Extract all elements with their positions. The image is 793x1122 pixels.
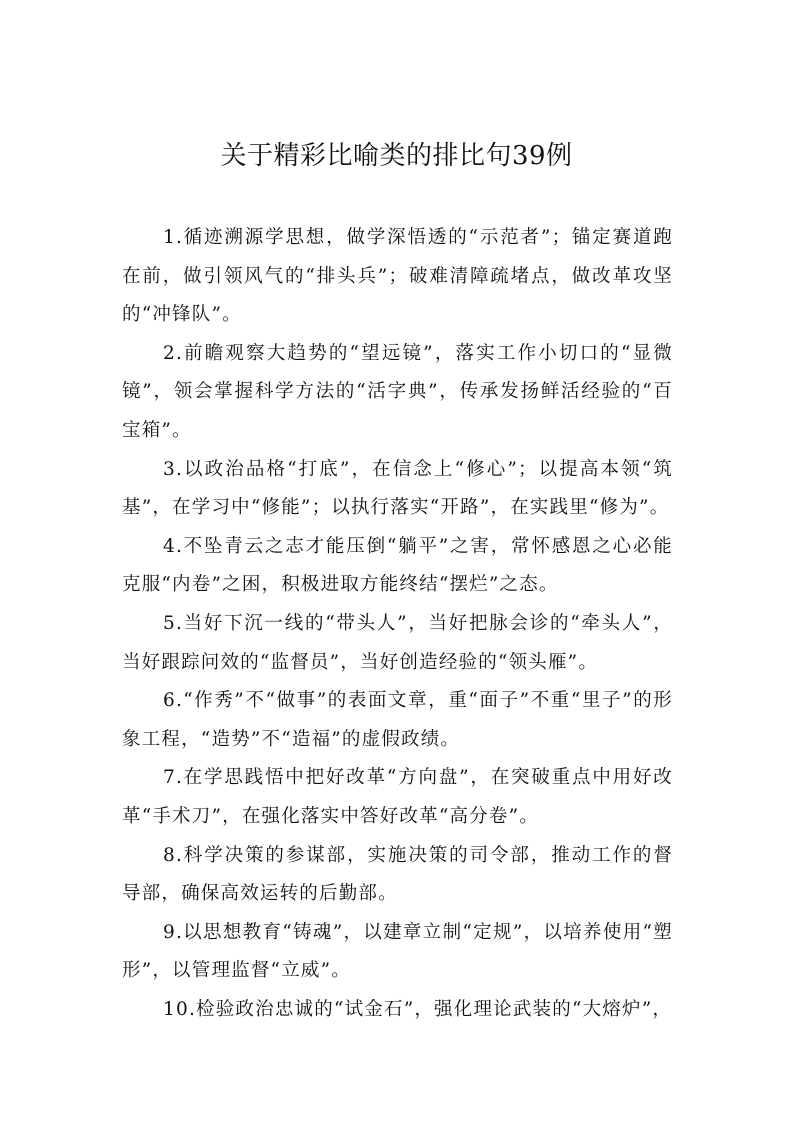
item-number: 2.	[163, 342, 184, 364]
item-number: 4.	[163, 535, 184, 557]
document-body	[122, 219, 673, 1029]
list-item	[122, 759, 673, 836]
item-text: 以政治品格“打底”，在信念上“修心”；以提高本领“筑基”，在学习中“修能”；以执行落实“开路”，在实践里“修为”。	[122, 458, 673, 519]
item-number: 9.	[163, 921, 184, 943]
item-text: 不坠青云之志才能压倒“躺平”之害，常怀感恩之心必能克服“内卷”之困，积极进取方能终结“摆烂”之态。	[122, 535, 673, 596]
list-item	[122, 528, 673, 605]
item-number: 7.	[163, 767, 184, 789]
page-title: 关于精彩比喻类的排比句39例	[220, 141, 573, 171]
list-item	[122, 914, 673, 991]
item-number: 5.	[163, 612, 184, 634]
list-item	[122, 991, 673, 1030]
item-text: 以思想教育“铸魂”，以建章立制“定规”，以培养使用“塑形”，以管理监督“立威”。	[122, 921, 673, 982]
item-number: 8.	[163, 844, 184, 866]
item-text: “作秀”不“做事”的表面文章，重“面子”不重“里子”的形象工程，“造势”不“造福”的虚假政绩。	[122, 690, 673, 750]
item-number: 6.	[163, 690, 184, 712]
list-item	[122, 837, 673, 914]
item-number: 3.	[163, 458, 184, 480]
item-text: 前瞻观察大趋势的“望远镜”，落实工作小切口的“显微镜”，领会掌握科学方法的“活字典”，传承发扬鲜活经验的“百宝箱”。	[122, 342, 673, 441]
item-text: 科学决策的参谋部，实施决策的司令部，推动工作的督导部，确保高效运转的后勤部。	[122, 844, 673, 905]
item-text: 在学思践悟中把好改革“方向盘”，在突破重点中用好改革“手术刀”，在强化落实中答好改革“高分卷”。	[122, 767, 673, 827]
list-item	[122, 682, 673, 759]
item-text: 当好下沉一线的“带头人”，当好把脉会诊的“牵头人”，当好跟踪问效的“监督员”，当好创造经验的“领头雁”。	[122, 612, 673, 673]
list-item	[122, 451, 673, 528]
list-item	[122, 219, 673, 335]
list-item	[122, 335, 673, 451]
item-text: 循迹溯源学思想，做学深悟透的“示范者”；锚定赛道跑在前，做引领风气的“排头兵”；破难清障疏堵点，做改革攻坚的“冲锋队”。	[122, 227, 673, 326]
item-number: 10.	[163, 998, 197, 1020]
item-text: 检验政治忠诚的“试金石”，强化理论武装的“大熔炉”，	[196, 998, 673, 1020]
list-item	[122, 605, 673, 682]
item-number: 1.	[163, 227, 184, 248]
